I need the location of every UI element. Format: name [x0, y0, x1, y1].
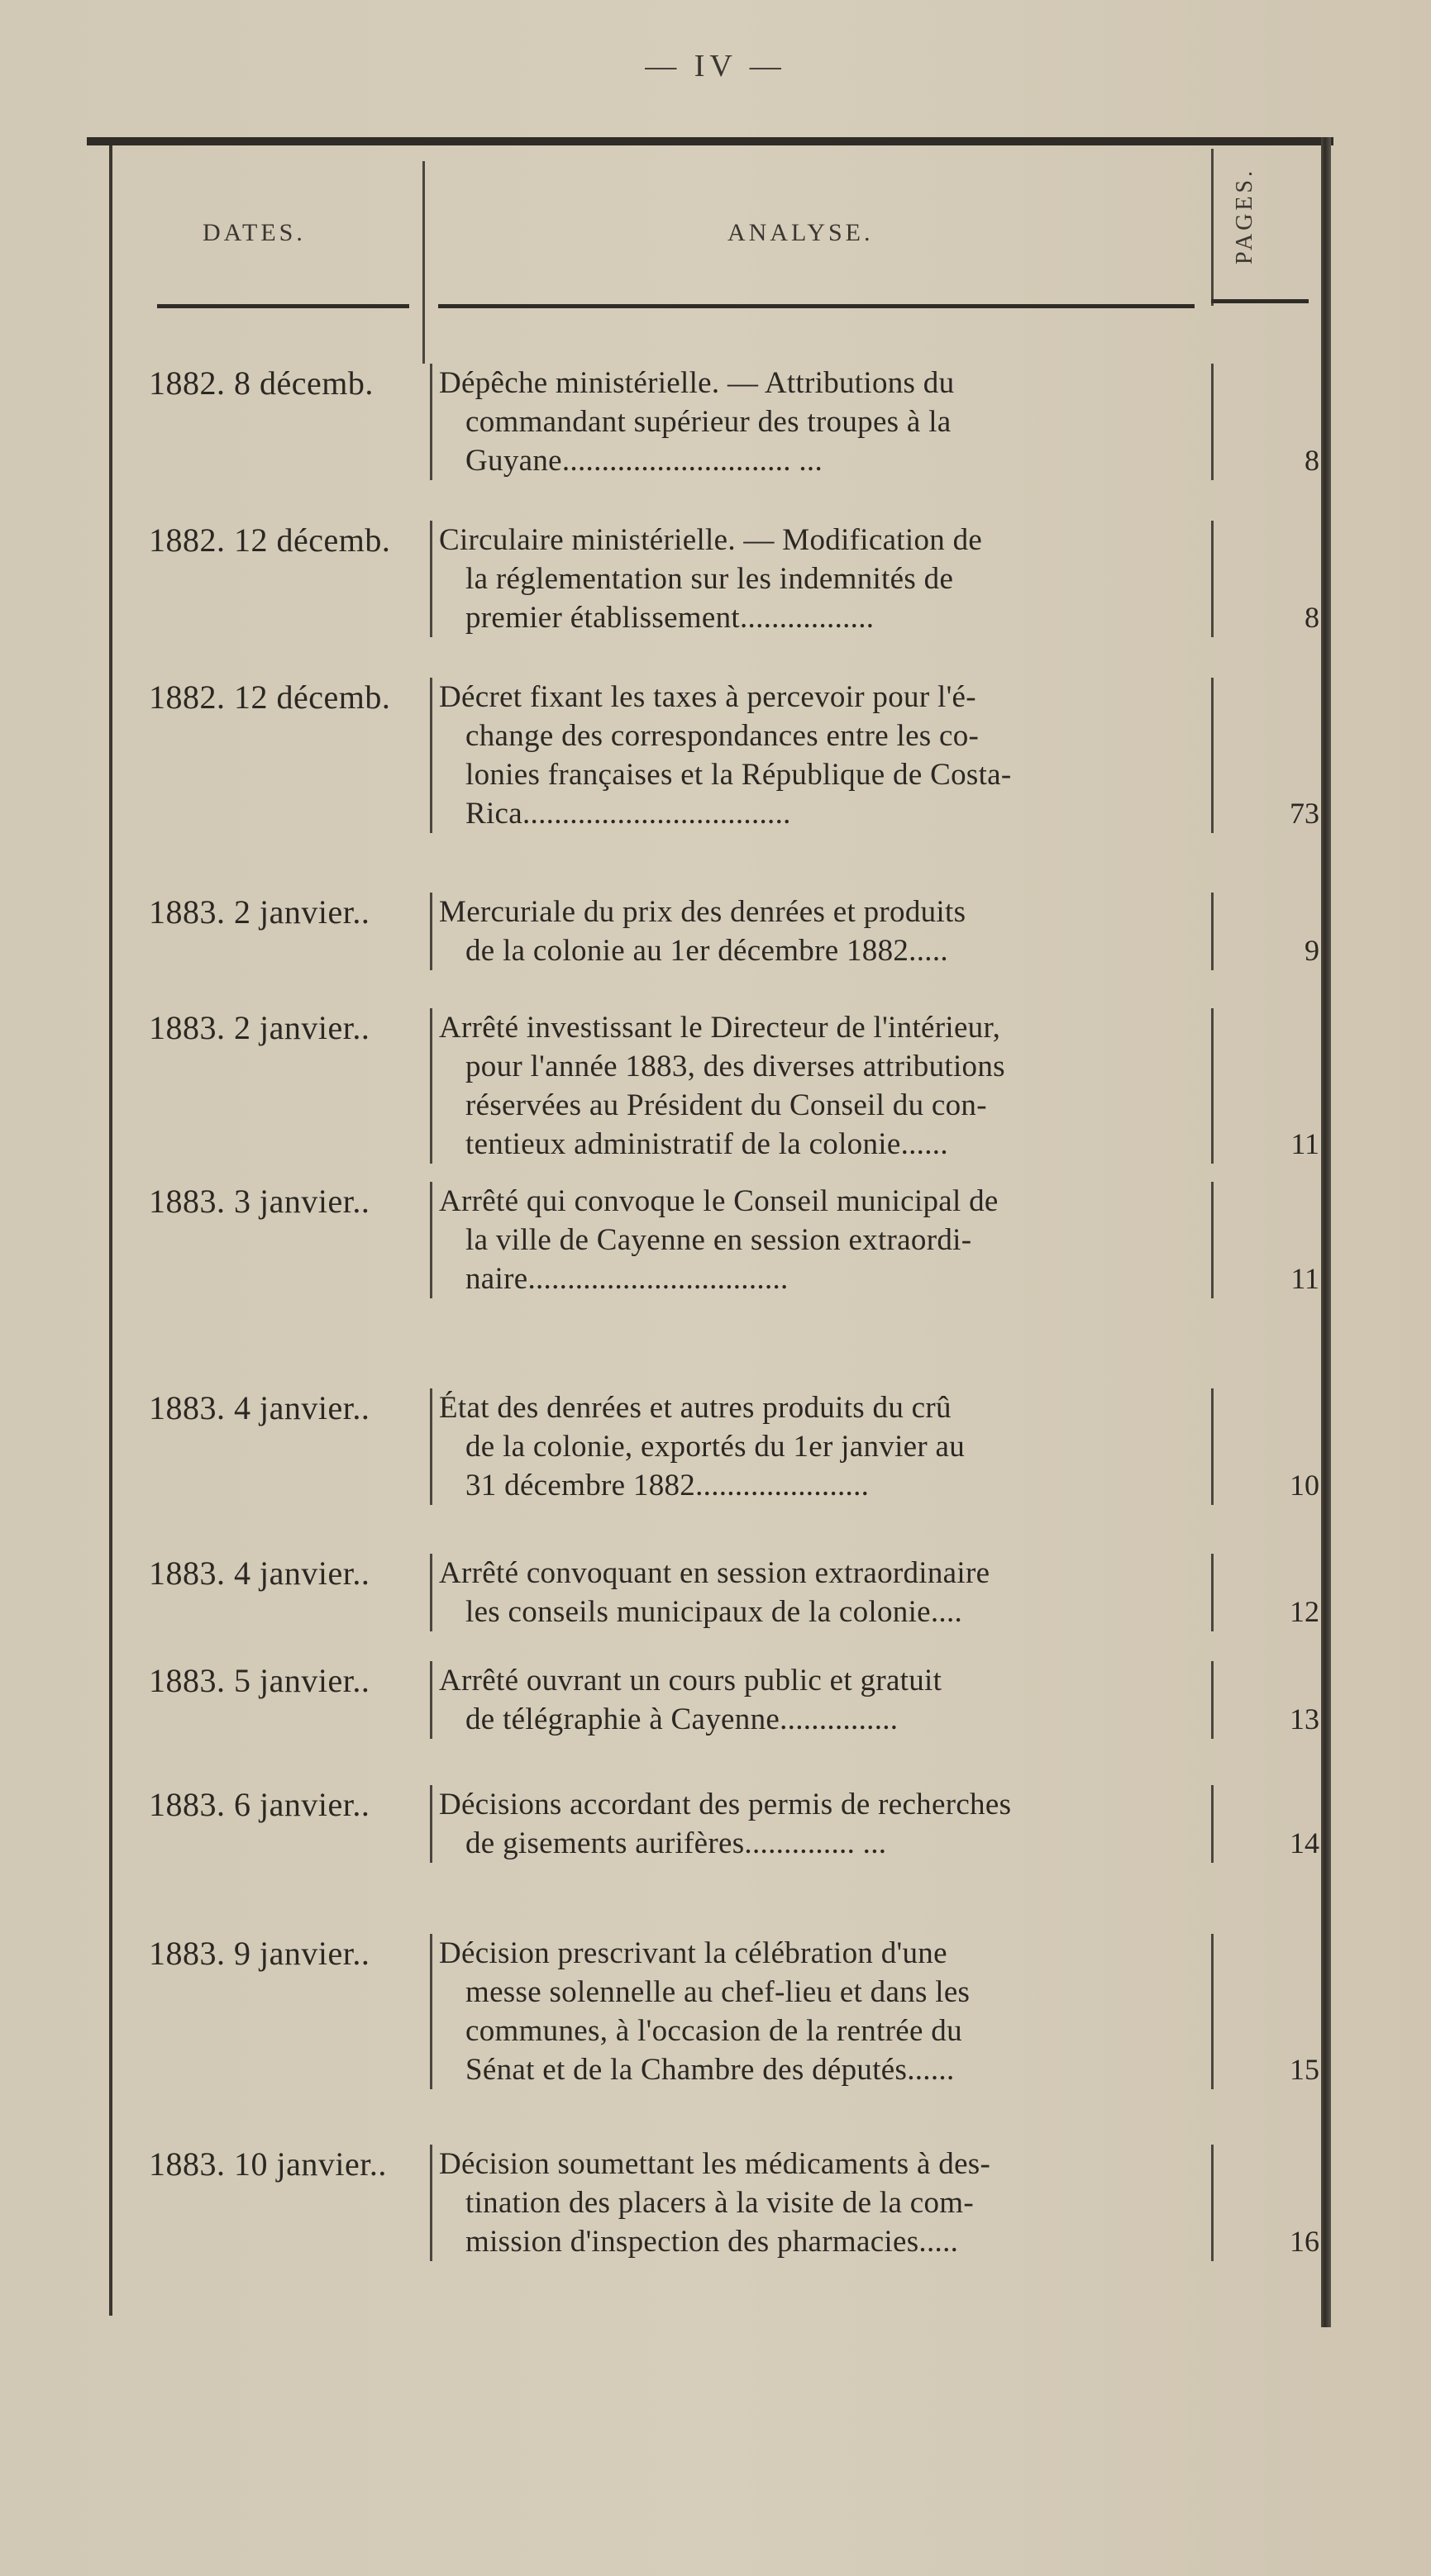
- entry-date: 1883. 2 janvier..: [149, 1009, 370, 1046]
- pages-column-separator: [1211, 1182, 1214, 1298]
- entry-page-number: 73: [1290, 797, 1319, 830]
- entry-date: 1883. 6 janvier..: [149, 1786, 370, 1823]
- page-number: — IV —: [645, 49, 786, 83]
- pages-column-separator: [1211, 678, 1214, 833]
- entry-analysis-line: mission d'inspection des pharmacies.....: [465, 2225, 959, 2259]
- header-column-separator-dates: [422, 161, 425, 364]
- entry-date: 1882. 12 décemb.: [149, 679, 391, 716]
- entry-analysis-line: Rica..................................: [465, 797, 791, 831]
- entry-page-number: 8: [1305, 601, 1319, 634]
- pages-column-separator: [1211, 1388, 1214, 1505]
- entry-analysis-line: Décision soumettant les médicaments à des-: [439, 2147, 991, 2181]
- entry-analysis: [430, 364, 1224, 480]
- entry-analysis-line: change des correspondances entre les co-: [465, 719, 980, 753]
- entry-date: 1883. 3 janvier..: [149, 1183, 370, 1220]
- entry-analysis: [430, 1785, 1224, 1863]
- entry-date: 1883. 5 janvier..: [149, 1662, 370, 1699]
- entry-analysis-line: État des denrées et autres produits du crû: [439, 1391, 952, 1425]
- entry-analysis-line: Circulaire ministérielle. — Modification de: [439, 523, 983, 557]
- entry-date: 1883. 10 janvier..: [149, 2145, 387, 2183]
- entry-analysis-line: de la colonie au 1er décembre 1882.....: [465, 934, 948, 968]
- column-header-analyse: ANALYSE.: [727, 219, 874, 246]
- entry-analysis: [430, 521, 1224, 637]
- entry-analysis: [430, 1934, 1224, 2089]
- entry-date: 1882. 8 décemb.: [149, 364, 374, 402]
- pages-column-separator: [1211, 1934, 1214, 2089]
- entry-analysis-line: la réglementation sur les indemnités de: [465, 562, 954, 596]
- entry-analysis: [430, 1182, 1224, 1298]
- entry-analysis-line: Sénat et de la Chambre des députés......: [465, 2053, 955, 2087]
- entry-page-number: 16: [1290, 2225, 1319, 2258]
- entry-analysis-line: Arrêté convoquant en session extraordinaire: [439, 1556, 990, 1590]
- entry-analysis-line: de télégraphie à Cayenne...............: [465, 1702, 899, 1736]
- entry-analysis: [430, 1388, 1224, 1505]
- entry-analysis: [430, 893, 1224, 970]
- entry-date: 1882. 12 décemb.: [149, 521, 391, 559]
- entry-date: 1883. 4 janvier..: [149, 1555, 370, 1592]
- pages-column-separator: [1211, 1785, 1214, 1863]
- entry-analysis-line: Arrêté investissant le Directeur de l'intérieur,: [439, 1011, 1001, 1045]
- entry-date: 1883. 9 janvier..: [149, 1935, 370, 1972]
- entry-analysis-line: lonies françaises et la République de Costa-: [465, 758, 1012, 792]
- column-header-pages: PAGES.: [1232, 167, 1257, 264]
- entry-analysis-line: les conseils municipaux de la colonie....: [465, 1595, 963, 1629]
- header-underline-dates: [157, 304, 409, 308]
- header-column-separator-pages: [1211, 149, 1214, 306]
- entry-page-number: 9: [1305, 934, 1319, 967]
- entry-analysis-line: tentieux administratif de la colonie......: [465, 1127, 948, 1161]
- entry-analysis-line: Décision prescrivant la célébration d'une: [439, 1936, 947, 1970]
- pages-column-separator: [1211, 2145, 1214, 2261]
- entry-analysis-line: Dépêche ministérielle. — Attributions du: [439, 366, 955, 400]
- entry-analysis-line: pour l'année 1883, des diverses attributions: [465, 1050, 1005, 1083]
- header-underline-analyse: [438, 304, 1195, 308]
- entry-date: 1883. 2 janvier..: [149, 893, 370, 931]
- entry-analysis-line: Arrêté ouvrant un cours public et gratuit: [439, 1664, 942, 1697]
- entry-analysis-line: naire.................................: [465, 1262, 789, 1296]
- pages-column-separator: [1211, 364, 1214, 480]
- entry-analysis-line: 31 décembre 1882......................: [465, 1469, 870, 1502]
- table-top-rule: [87, 137, 1333, 145]
- entry-page-number: 11: [1290, 1262, 1319, 1295]
- entry-analysis: [430, 678, 1224, 833]
- entry-date: 1883. 4 janvier..: [149, 1389, 370, 1426]
- entry-analysis-line: Décret fixant les taxes à percevoir pour l'é-: [439, 680, 976, 714]
- entry-analysis: [430, 1661, 1224, 1739]
- entry-page-number: 10: [1290, 1469, 1319, 1502]
- entry-analysis-line: de la colonie, exportés du 1er janvier au: [465, 1430, 966, 1464]
- entry-analysis-line: Guyane............................. ...: [465, 444, 823, 478]
- entry-analysis-line: de gisements aurifères.............. ...: [465, 1826, 887, 1860]
- entry-page-number: 13: [1290, 1702, 1319, 1736]
- entry-analysis-line: messe solennelle au chef-lieu et dans les: [465, 1975, 971, 2009]
- pages-column-separator: [1211, 521, 1214, 637]
- entry-analysis-line: réservées au Président du Conseil du con-: [465, 1088, 987, 1122]
- entry-page-number: 12: [1290, 1595, 1319, 1628]
- entry-analysis-line: la ville de Cayenne en session extraordi-: [465, 1223, 972, 1257]
- table-right-rule: [1321, 137, 1331, 2327]
- pages-column-separator: [1211, 1661, 1214, 1739]
- entry-analysis-line: Décisions accordant des permis de recherches: [439, 1788, 1012, 1821]
- entry-analysis-line: communes, à l'occasion de la rentrée du: [465, 2014, 962, 2048]
- entry-page-number: 14: [1290, 1826, 1319, 1859]
- column-header-dates: DATES.: [203, 219, 306, 246]
- entry-analysis: [430, 1554, 1224, 1631]
- entry-analysis: [430, 1008, 1224, 1164]
- header-underline-pages: [1211, 299, 1309, 303]
- table-left-rule: [109, 145, 112, 2316]
- entry-analysis-line: tination des placers à la visite de la com-: [465, 2186, 974, 2220]
- pages-column-separator: [1211, 1008, 1214, 1164]
- pages-column-separator: [1211, 1554, 1214, 1631]
- entry-page-number: 15: [1290, 2053, 1319, 2086]
- entry-page-number: 11: [1290, 1127, 1319, 1160]
- entry-page-number: 8: [1305, 444, 1319, 477]
- pages-column-separator: [1211, 893, 1214, 970]
- entry-analysis: [430, 2145, 1224, 2261]
- entry-analysis-line: commandant supérieur des troupes à la: [465, 405, 952, 439]
- entry-analysis-line: Arrêté qui convoque le Conseil municipal de: [439, 1184, 999, 1218]
- entry-analysis-line: Mercuriale du prix des denrées et produits: [439, 895, 966, 929]
- entry-analysis-line: premier établissement.................: [465, 601, 875, 635]
